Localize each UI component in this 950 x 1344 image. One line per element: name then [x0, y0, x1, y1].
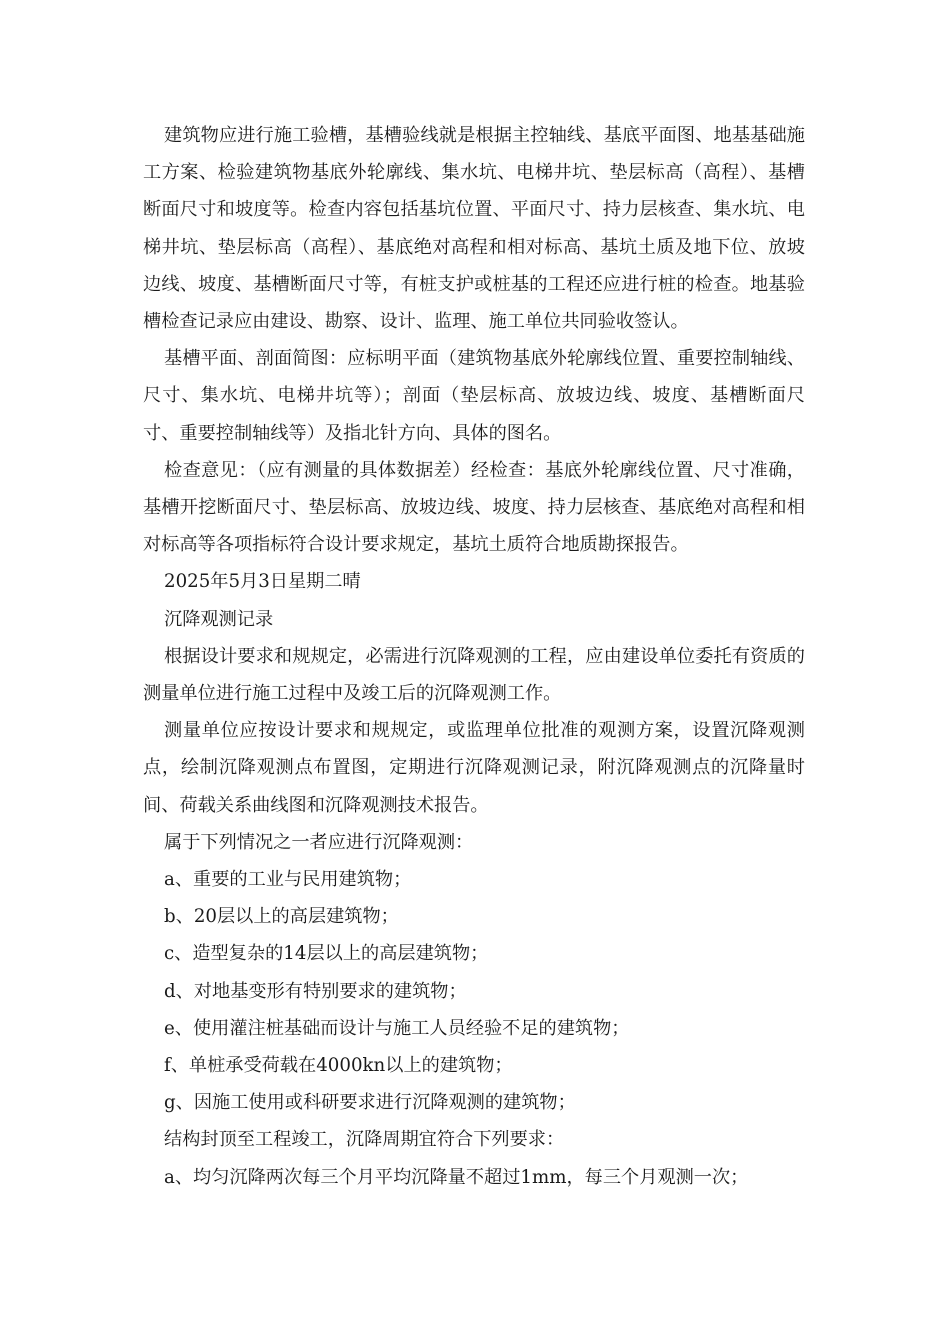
- list-item: d、对地基变形有特别要求的建筑物；: [164, 980, 467, 1002]
- list-item: a、均匀沉降两次每三个月平均沉降量不超过1mm，每三个月观测一次；: [164, 1166, 749, 1188]
- paragraph-period-intro: 结构封顶至工程竣工，沉降周期宜符合下列要求：: [164, 1129, 565, 1151]
- list-item: c、造型复杂的14层以上的高层建筑物；: [164, 943, 489, 965]
- paragraph-survey-unit: 测量单位应按设计要求和规规定，或监理单位批准的观测方案，设置沉降观测点，绘制沉降观测点布置图，定期进行沉降观测记录，附沉降观测点的沉降量时间、荷载关系曲线图和沉降观测技术报告。: [143, 720, 805, 816]
- paragraph-conditions-intro: 属于下列情况之一者应进行沉降观测：: [164, 831, 474, 853]
- list-item: b、20层以上的高层建筑物；: [164, 906, 399, 928]
- list-item: g、因施工使用或科研要求进行沉降观测的建筑物；: [164, 1092, 576, 1114]
- paragraph-plan-section-sketch: 基槽平面、剖面简图：应标明平面（建筑物基底外轮廓线位置、重要控制轴线、尺寸、集水坑、电梯井坑等）；剖面（垫层标高、放坡边线、坡度、基槽断面尺寸、重要控制轴线等）及指北针方向、具体的图名。: [143, 348, 805, 444]
- document-body: [143, 117, 805, 1196]
- paragraph-settlement-requirement: 根据设计要求和规规定，必需进行沉降观测的工程，应由建设单位委托有资质的测量单位进行施工过程中及竣工后的沉降观测工作。: [143, 645, 805, 705]
- list-item: f、单桩承受荷载在4000kn以上的建筑物；: [164, 1055, 513, 1077]
- paragraph-inspection-opinion: 检查意见：（应有测量的具体数据差）经检查：基底外轮廓线位置、尺寸准确，基槽开挖断面尺寸、垫层标高、放坡边线、坡度、持力层核查、基底绝对高程和相对标高等各项指标符合设计要求规定，基坑土质符合地质勘探报告。: [143, 459, 805, 556]
- date-line: 2025年5月3日星期二晴: [164, 571, 361, 593]
- paragraph-foundation-inspection: 建筑物应进行施工验槽，基槽验线就是根据主控轴线、基底平面图、地基基础施工方案、检验建筑物基底外轮廓线、集水坑、电梯井坑、垫层标高（高程）、基槽断面尺寸和坡度等。检查内容包括基坑位置、平面尺寸、持力层核查、集水坑、电梯井坑、垫层标高（高程）、基底绝对高程和相对标高、基坑土质及地下位、放坡边线、坡度、基槽断面尺寸等，有桩支护或桩基的工程还应进行桩的检查。地基验槽检查记录应由建设、勘察、设计、监理、施工单位共同验收签认。: [143, 125, 805, 333]
- list-item: a、重要的工业与民用建筑物；: [164, 869, 412, 891]
- list-item: e、使用灌注桩基础而设计与施工人员经验不足的建筑物；: [164, 1017, 630, 1039]
- section-heading-settlement: 沉降观测记录: [164, 608, 274, 630]
